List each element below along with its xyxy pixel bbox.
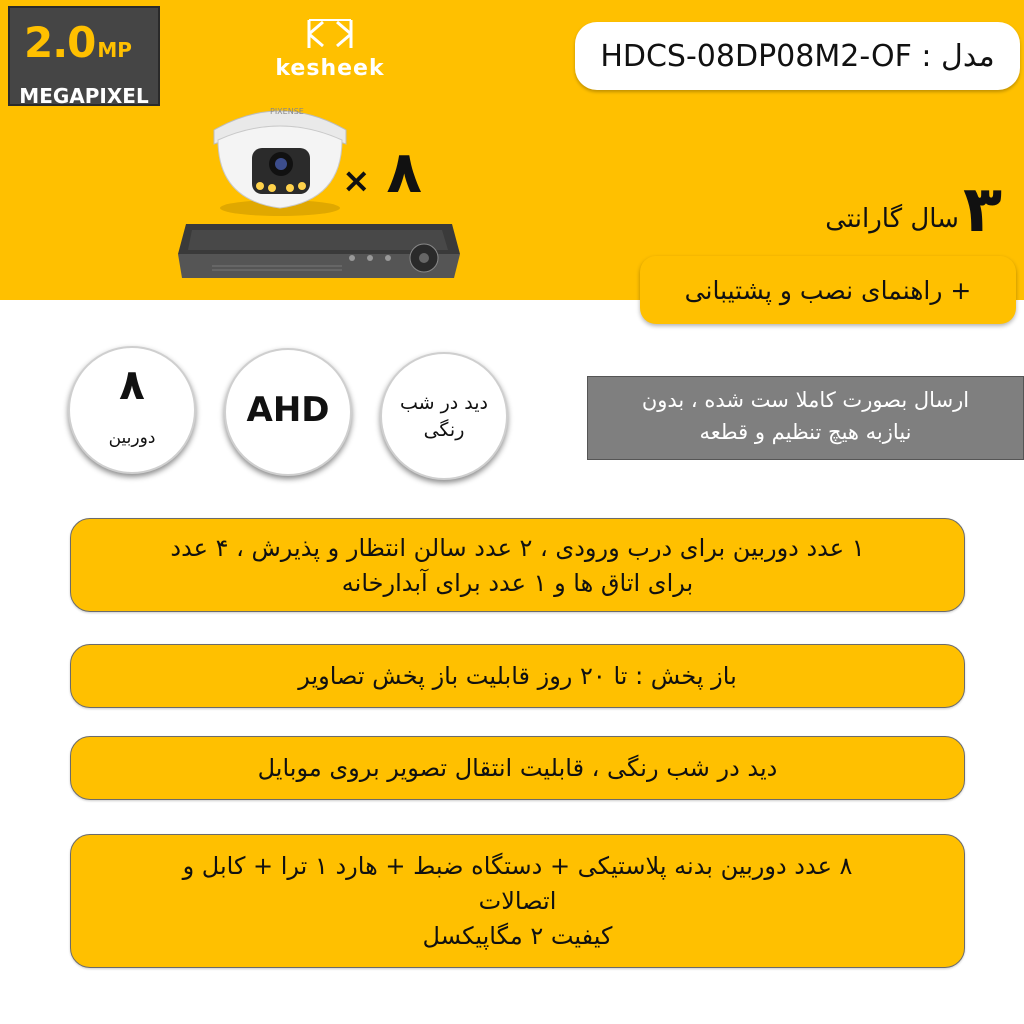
night-mobile-bar (70, 736, 965, 800)
night-vision-circle (380, 352, 508, 480)
installation-guide-text: + راهنمای نصب و پشتیبانی (684, 275, 972, 305)
svg-text:PIXENSE: PIXENSE (270, 107, 304, 116)
delivery-line-2: نیازبه هیچ تنظیم و قطعه (699, 419, 912, 444)
megapixel-badge (8, 6, 160, 106)
megapixel-value (24, 18, 132, 67)
megapixel-label: MEGAPIXEL (19, 84, 149, 108)
warranty-text: سال گارانتی (825, 204, 959, 234)
delivery-line-1: ارسال بصورت کاملا ست شده ، بدون (641, 388, 970, 412)
ahd-label: AHD (246, 390, 330, 430)
package-contents-bar (70, 834, 965, 968)
brand-name: kesheek (275, 56, 385, 81)
night-vision-label: دید در شب رنگی (399, 392, 488, 441)
dvr-recorder-icon (172, 214, 462, 286)
package-line-3: کیفیت ۲ مگاپیکسل (422, 921, 613, 950)
placement-line-1: ۱ عدد دوربین برای درب ورودی ، ۲ عدد سالن انتظار و پذیرش ، ۴ عدد (170, 534, 865, 562)
warranty-years: ۳ (962, 173, 1002, 247)
model-label (575, 22, 1020, 90)
placement-line-2: برای اتاق ها و ۱ عدد برای آبدارخانه (341, 568, 694, 597)
camera-multiplier (342, 138, 422, 206)
playback-text: باز پخش : تا ۲۰ روز قابلیت باز پخش تصاویر (298, 662, 737, 690)
dome-camera-icon (200, 100, 360, 220)
brand (270, 16, 390, 81)
multiplier-count: ۸ (386, 138, 422, 206)
megapixel-number: 2.0 (24, 18, 96, 67)
megapixel-unit: MP (97, 38, 132, 62)
installation-guide-badge (640, 256, 1016, 324)
package-line-1: ۸ عدد دوربین بدنه پلاستیکی + دستگاه ضبط + هارد ۱ ترا + کابل و (182, 852, 853, 880)
cameras-label: دوربین (108, 428, 156, 448)
warranty (825, 158, 1002, 247)
playback-bar (70, 644, 965, 708)
camera-placement-bar (70, 518, 965, 612)
cameras-count: ۸ (119, 360, 145, 409)
package-line-2: اتصالات (478, 886, 557, 915)
cameras-count-circle (68, 346, 196, 474)
delivery-note (587, 376, 1024, 460)
ahd-circle (224, 348, 352, 476)
multiplier-symbol: × (342, 161, 371, 201)
night-mobile-text: دید در شب رنگی ، قابلیت انتقال تصویر بروی موبایل (257, 754, 778, 782)
model-text: HDCS-08DP08M2-OF : مدل (600, 38, 995, 74)
kesheek-logo-icon (305, 16, 355, 52)
